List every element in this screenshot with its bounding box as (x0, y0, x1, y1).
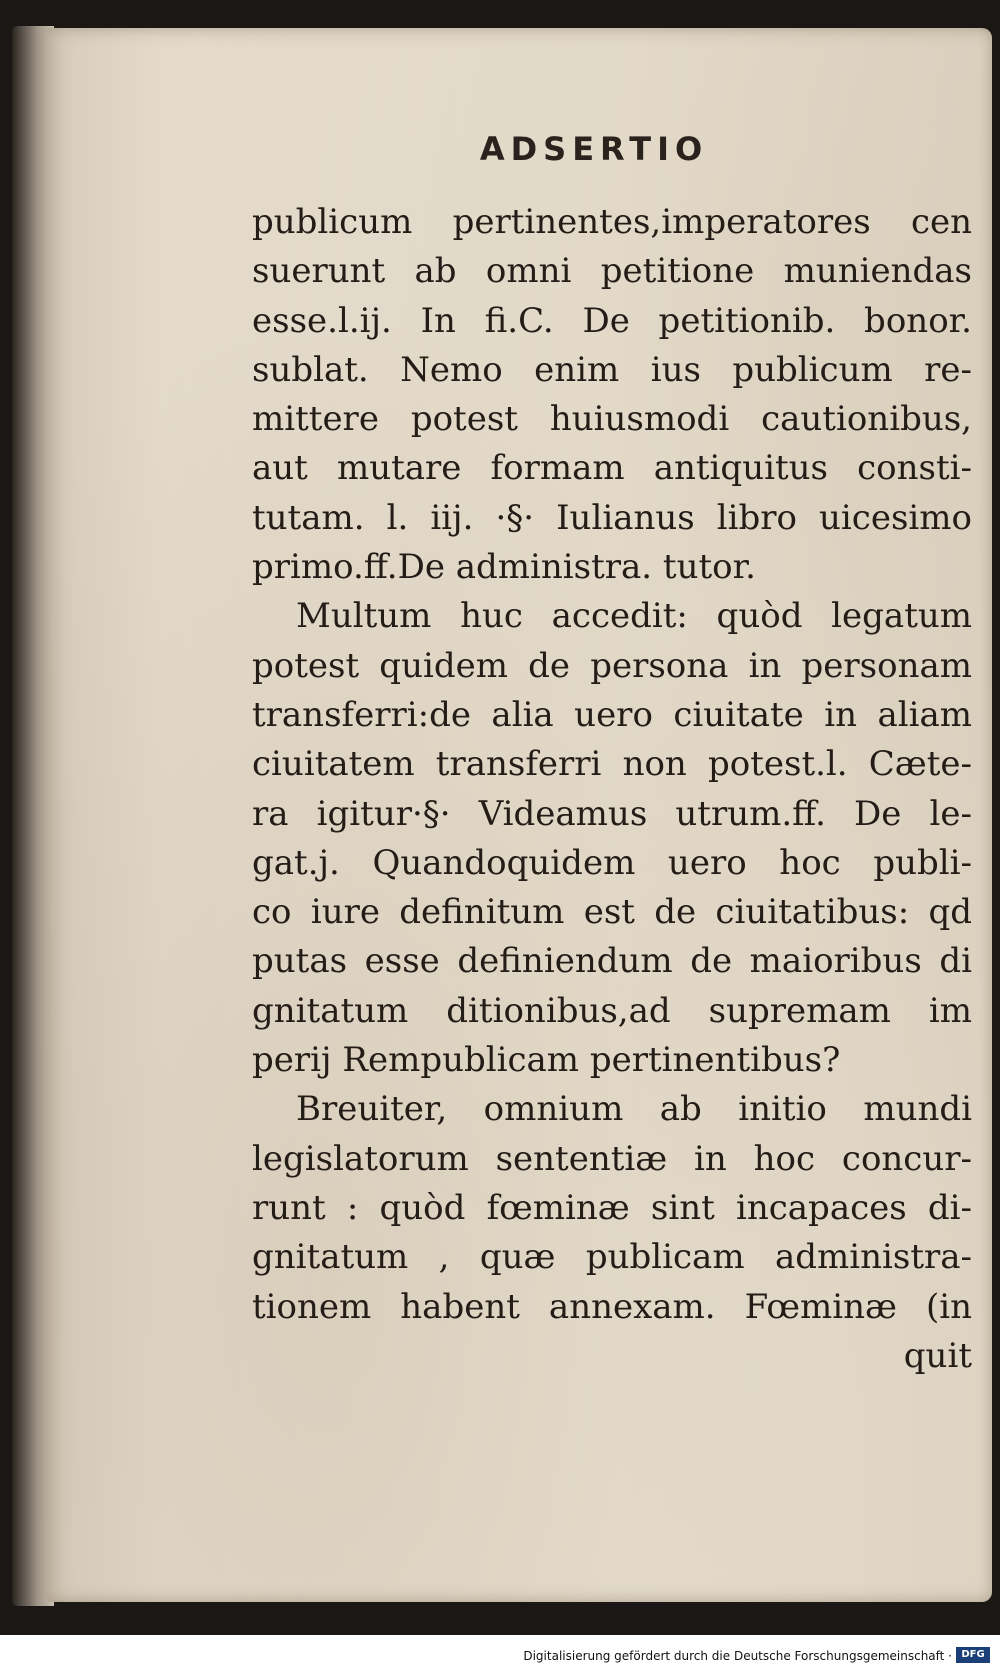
dfg-logo: DFG (956, 1647, 990, 1663)
text-line: gat.j. Quandoquidem uero hoc publi- (252, 842, 972, 883)
text-line: Breuiter, omnium ab initio mundi (296, 1089, 972, 1130)
text-line: primo.ff.De administra. tutor. (252, 547, 756, 588)
text-line: runt : quòd fœminæ sint incapaces di- (252, 1187, 972, 1228)
text-line: gnitatum ditionibus,ad supremam im (252, 990, 972, 1031)
text-line: ra igitur·§· Videamus utrum.ff. De le- (252, 793, 972, 834)
text-line: ciuitatem transferri non potest.l. Cæte- (252, 744, 972, 785)
text-line: publicum pertinentes,imperatores cen (252, 202, 972, 242)
text-line: co iure definitum est de ciuitatibus: qd (252, 892, 972, 933)
text-line: legislatorum sententiæ in hoc concur- (252, 1138, 972, 1179)
text-line: esse.l.ij. In fi.C. De petitionib. bonor. (252, 300, 972, 341)
text-line: tionem habent annexam. Fœminæ (in (252, 1286, 972, 1327)
text-line: transferri:de alia uero ciuitate in aliam (252, 694, 972, 735)
text-line: sublat. Nemo enim ius publicum re- (252, 349, 972, 390)
text-line: perij Rempublicam pertinentibus? (252, 1040, 841, 1081)
running-head: ADSERTIO (479, 130, 709, 168)
text-block (252, 198, 972, 1381)
text-line: gnitatum , quæ publicam administra- (252, 1237, 972, 1278)
text-line: suerunt ab omni petitione muniendas (252, 251, 972, 292)
text-line: potest quidem de persona in personam (252, 645, 972, 686)
text-line: aut mutare formam antiquitus consti- (252, 448, 972, 489)
catchword: quit (903, 1335, 972, 1376)
text-line: tutam. l. iij. ·§· Iulianus libro uicesimo (252, 497, 972, 538)
book-page (46, 28, 992, 1602)
text-line: Multum huc accedit: quòd legatum (296, 596, 972, 637)
digitization-footer (0, 1635, 1000, 1675)
text-line: putas esse definiendum de maioribus di (252, 941, 972, 982)
text-line: mittere potest huiusmodi cautionibus, (252, 399, 972, 440)
footer-credit: Digitalisierung gefördert durch die Deutsche Forschungsgemeinschaft · (523, 1649, 952, 1663)
